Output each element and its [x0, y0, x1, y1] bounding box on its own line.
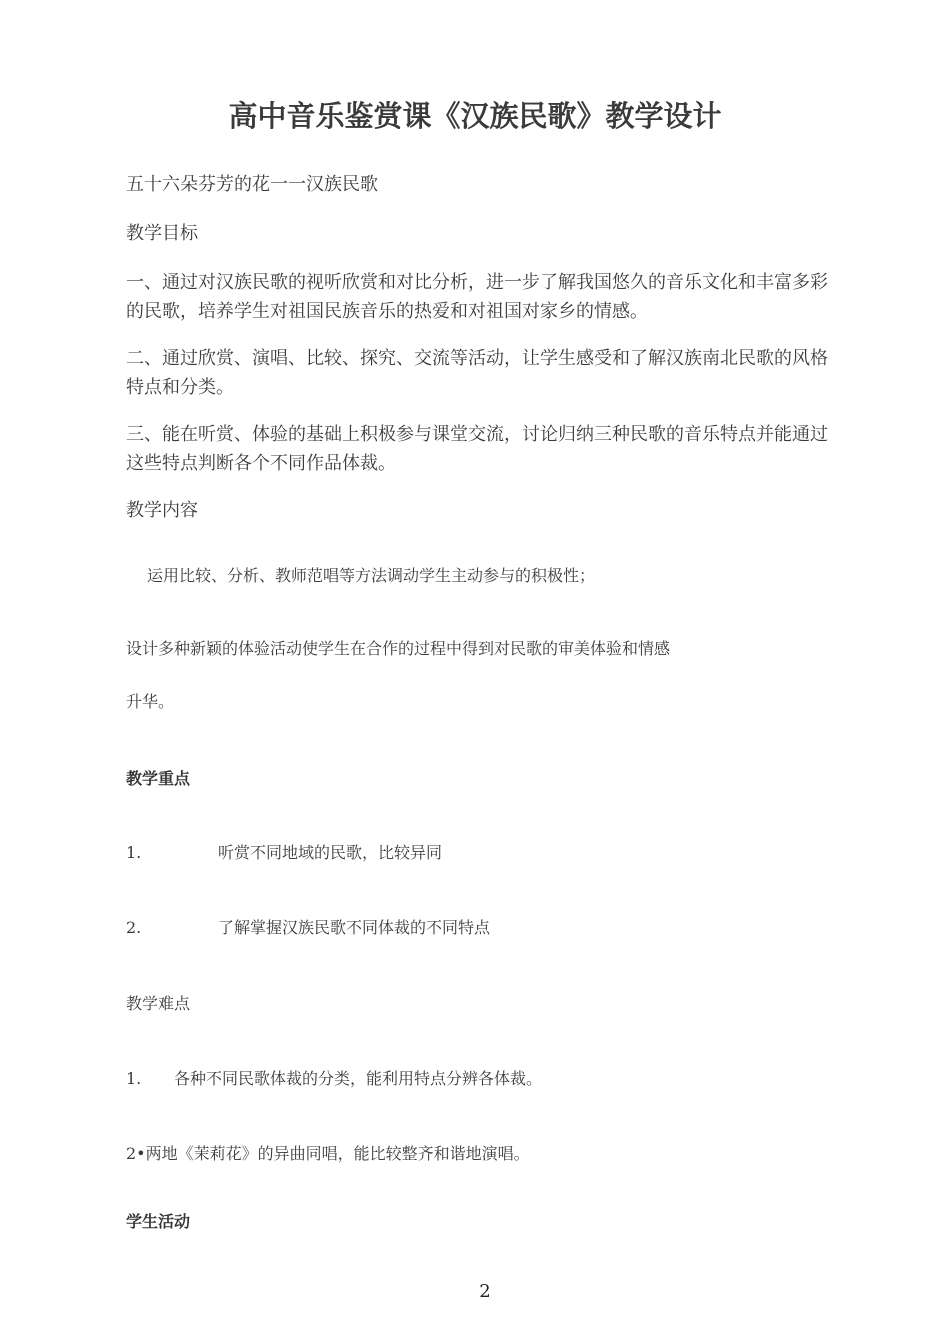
key-points-heading: 教学重点 — [126, 769, 191, 788]
key-point-item — [126, 841, 442, 865]
objective-2: 二、通过欣赏、演唱、比较、探究、交流等活动，让学生感受和了解汉族南北民歌的风格特点和分类。 — [126, 348, 828, 398]
content-line-2: 设计多种新颖的体验活动使学生在合作的过程中得到对民歌的审美体验和情感 — [126, 639, 671, 658]
list-number: 1. — [126, 843, 142, 862]
objectives-heading: 教学目标 — [126, 223, 198, 244]
page-number: 2 — [479, 1281, 491, 1302]
objective-3: 三、能在听赏、体验的基础上积极参与课堂交流，讨论归纳三种民歌的音乐特点并能通过这些特点判断各个不同作品体裁。 — [126, 424, 828, 474]
content-line-1: 运用比较、分析、教师范唱等方法调动学生主动参与的积极性； — [147, 566, 596, 585]
list-number: 1. — [126, 1069, 142, 1088]
list-text: 听赏不同地域的民歌，比较异同 — [218, 843, 443, 862]
content-line-3: 升华。 — [126, 692, 175, 711]
list-text: 各种不同民歌体裁的分类，能利用特点分辨各体裁。 — [174, 1069, 543, 1088]
difficulties-heading: 教学难点 — [126, 994, 191, 1013]
key-point-item — [126, 916, 490, 940]
document-subtitle: 五十六朵芬芳的花一一汉族民歌 — [126, 174, 378, 195]
content-heading: 教学内容 — [126, 500, 198, 521]
objective-1: 一、通过对汉族民歌的视听欣赏和对比分析，进一步了解我国悠久的音乐文化和丰富多彩的民歌，培养学生对祖国民族音乐的热爱和对祖国对家乡的情感。 — [126, 272, 828, 322]
difficulty-item — [126, 1067, 542, 1091]
document-title: 高中音乐鉴赏课《汉族民歌》教学设计 — [228, 99, 722, 133]
activities-heading: 学生活动 — [126, 1212, 191, 1231]
list-number: 2. — [126, 918, 142, 937]
list-number: 2• — [126, 1144, 146, 1163]
difficulty-item — [126, 1142, 530, 1166]
list-text: 两地《茉莉花》的异曲同唱，能比较整齐和谐地演唱。 — [145, 1144, 530, 1163]
list-text: 了解掌握汉族民歌不同体裁的不同特点 — [218, 918, 491, 937]
